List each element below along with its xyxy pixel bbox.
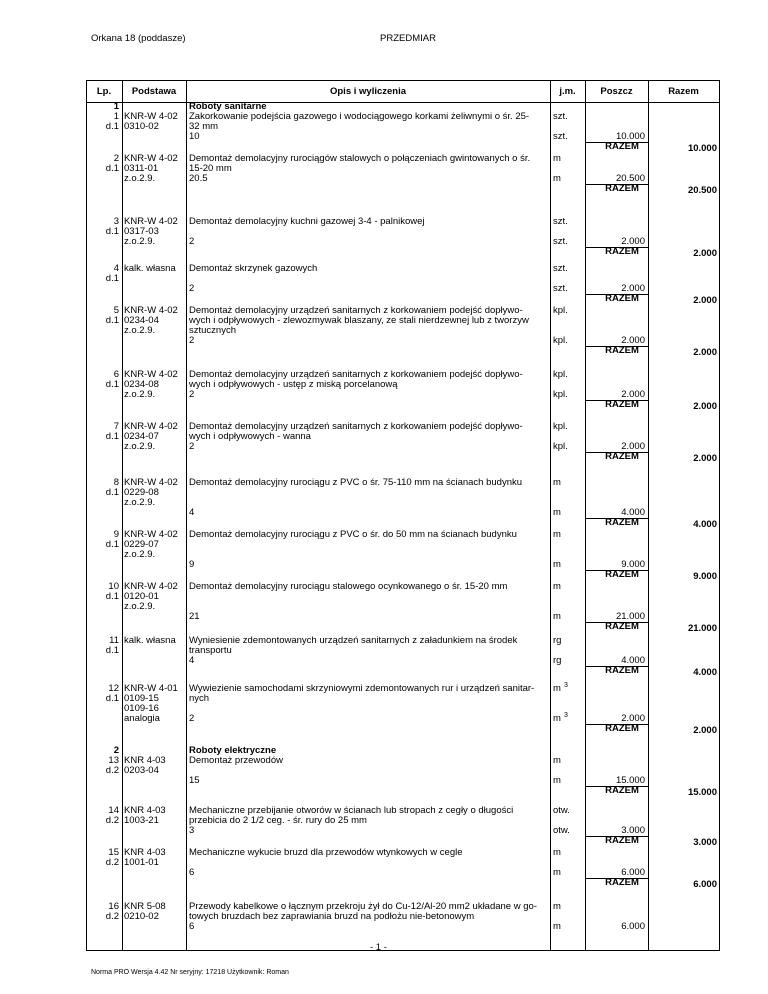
- item-unit: m: [553, 901, 561, 912]
- item-unit: m: [553, 713, 561, 724]
- col-header-poszcz: Poszcz: [600, 86, 633, 97]
- item-total: 21.000: [687, 623, 717, 634]
- item-description: wych i odpływowych - ustęp z miską porcelanową: [189, 379, 398, 390]
- item-unit: kpl.: [553, 369, 568, 380]
- item-unit: szt.: [553, 216, 568, 227]
- section-1-number: 1: [113, 101, 119, 112]
- item-total: 2.000: [693, 725, 717, 736]
- item-total: 2.000: [693, 401, 717, 412]
- item-basis: 0234-07: [124, 431, 159, 442]
- item-total: 2.000: [693, 295, 717, 306]
- item-description: wych i odpływowych - zlewozmywak blaszany, ze stali nierdzewnej lub z tworzyw: [189, 315, 529, 326]
- item-division: d.1: [105, 591, 119, 602]
- item-unit: szt.: [553, 283, 568, 294]
- item-unit: m: [553, 559, 561, 570]
- item-basis: 0210-02: [124, 911, 159, 922]
- item-unit: kpl.: [553, 421, 568, 432]
- page-number: - 1 -: [370, 942, 387, 953]
- item-total: 2.000: [693, 347, 717, 358]
- item-calculation: 4: [189, 655, 195, 666]
- item-lp: 3: [113, 216, 119, 227]
- item-lp: 5: [113, 305, 119, 316]
- item-unit: m: [553, 611, 561, 622]
- item-razem-label: RAZEM: [605, 785, 639, 796]
- item-basis: analogia: [124, 713, 160, 724]
- item-unit: m: [553, 775, 561, 786]
- item-basis: z.o.2.9.: [124, 389, 156, 400]
- item-unit: m: [553, 507, 561, 518]
- item-total: 2.000: [693, 453, 717, 464]
- item-subtotal: 2.000: [621, 335, 645, 346]
- section-2-title: Roboty elektryczne: [189, 745, 277, 756]
- item-description: Mechaniczne wykucie bruzd dla przewodów wtynkowych w cegle: [189, 847, 463, 858]
- item-calculation: 21: [189, 611, 200, 622]
- item-basis: 0109-15: [124, 693, 159, 704]
- item-description: Demontaż przewodów: [189, 755, 283, 766]
- item-total: 4.000: [693, 667, 717, 678]
- item-razem-label: RAZEM: [605, 621, 639, 632]
- item-basis: 0317-03: [124, 226, 159, 237]
- item-razem-label: RAZEM: [605, 723, 639, 734]
- item-basis: 0234-08: [124, 379, 159, 390]
- item-lp: 1: [113, 111, 119, 122]
- item-description: 32 mm: [189, 121, 219, 132]
- item-calculation: 4: [189, 507, 195, 518]
- item-unit: kpl.: [553, 335, 568, 346]
- item-subtotal: 2.000: [621, 389, 645, 400]
- item-unit: szt.: [553, 236, 568, 247]
- item-unit: rg: [553, 655, 562, 666]
- col-header-podstawa: Podstawa: [131, 86, 177, 97]
- item-basis: z.o.2.9.: [124, 601, 156, 612]
- item-lp: 16: [108, 901, 119, 912]
- item-unit: m: [553, 755, 561, 766]
- item-razem-label: RAZEM: [605, 665, 639, 676]
- item-total: 4.000: [693, 519, 717, 530]
- col-header-opis: Opis i wyliczenia: [329, 86, 407, 97]
- item-description: Demontaż demolacyjny rurociągów stalowych o połączeniach gwintowanych o śr.: [189, 153, 531, 164]
- item-basis: kalk. własna: [124, 635, 176, 646]
- item-basis: KNR 4-03: [124, 805, 166, 816]
- item-subtotal: 3.000: [621, 825, 645, 836]
- item-subtotal: 9.000: [621, 559, 645, 570]
- section-2-number: 2: [113, 745, 119, 756]
- item-description: Wywiezienie samochodami skrzyniowymi zdemontowanych rur i urządzeń sanitar-: [189, 683, 535, 694]
- item-unit: m: [553, 153, 561, 164]
- item-unit: szt.: [553, 131, 568, 142]
- item-unit: m: [553, 529, 561, 540]
- item-unit: otw.: [553, 825, 570, 836]
- item-description: Demontaż demolacyjny rurociągu z PVC o śr. 75-110 mm na ścianach budynku: [189, 477, 523, 488]
- item-basis: z.o.2.9.: [124, 441, 156, 452]
- item-razem-label: RAZEM: [605, 183, 639, 194]
- item-division: d.2: [105, 857, 119, 868]
- item-basis: 1003-21: [124, 815, 159, 826]
- item-calculation: 2: [189, 236, 195, 247]
- item-division: d.1: [105, 487, 119, 498]
- item-division: d.1: [105, 121, 119, 132]
- item-description: nych: [189, 693, 210, 704]
- col-header-lp: Lp.: [96, 86, 112, 97]
- item-basis: 0310-02: [124, 121, 159, 132]
- item-razem-label: RAZEM: [605, 451, 639, 462]
- item-lp: 8: [113, 477, 119, 488]
- item-lp: 14: [108, 805, 119, 816]
- item-subtotal: 6.000: [621, 867, 645, 878]
- item-description: Demontaż demolacyjny rurociągu z PVC o śr. do 50 mm na ścianach budynku: [189, 529, 517, 540]
- item-division: d.1: [105, 431, 119, 442]
- item-calculation: 10: [189, 131, 200, 142]
- item-basis: z.o.2.9.: [124, 549, 156, 560]
- item-description: towych bruzdach bez zaprawiania bruzd na podłożu nie-betonowym: [189, 911, 475, 922]
- item-calculation: 2: [189, 335, 195, 346]
- item-lp: 15: [108, 847, 119, 858]
- item-subtotal: 20.500: [615, 173, 645, 184]
- item-basis: KNR-W 4-02: [124, 216, 178, 227]
- item-lp: 2: [113, 153, 119, 164]
- item-calculation: 2: [189, 441, 195, 452]
- item-basis: 0109-16: [124, 703, 159, 714]
- item-basis: KNR-W 4-02: [124, 421, 178, 432]
- item-razem-label: RAZEM: [605, 569, 639, 580]
- item-basis: KNR-W 4-02: [124, 477, 178, 488]
- item-subtotal: 2.000: [621, 283, 645, 294]
- item-calculation: 3: [189, 825, 195, 836]
- item-description: Demontaż demolacyjny urządzeń sanitarnych z korkowaniem podejść dopływo-: [189, 305, 523, 316]
- item-total: 20.500: [687, 185, 717, 196]
- item-basis: KNR-W 4-02: [124, 305, 178, 316]
- item-basis: 0234-04: [124, 315, 159, 326]
- item-razem-label: RAZEM: [605, 517, 639, 528]
- item-unit: kpl.: [553, 441, 568, 452]
- item-division: d.2: [105, 911, 119, 922]
- item-subtotal: 15.000: [615, 775, 645, 786]
- item-description: Przewody kabelkowe o łącznym przekroju żył do Cu-12/Al-20 mm2 układane w go-: [189, 901, 537, 912]
- item-razem-label: RAZEM: [605, 345, 639, 356]
- item-unit: m: [553, 847, 561, 858]
- item-calculation: 9: [189, 559, 195, 570]
- item-calculation: 2: [189, 389, 195, 400]
- item-subtotal: 4.000: [621, 655, 645, 666]
- item-basis: KNR-W 4-01: [124, 683, 178, 694]
- item-calculation: 2: [189, 713, 195, 724]
- item-lp: 11: [109, 635, 119, 646]
- item-lp: 6: [113, 369, 119, 380]
- item-description: Mechaniczne przebijanie otworów w ścianach lub stropach z cegły o długości: [189, 805, 514, 816]
- item-basis: KNR-W 4-02: [124, 111, 178, 122]
- item-division: d.1: [105, 315, 119, 326]
- item-description: sztucznych: [189, 325, 236, 336]
- item-division: d.2: [105, 815, 119, 826]
- item-subtotal: 10.000: [615, 131, 645, 142]
- item-total: 9.000: [693, 571, 717, 582]
- item-subtotal: 2.000: [621, 441, 645, 452]
- item-unit: m: [553, 173, 561, 184]
- item-description: Demontaż skrzynek gazowych: [189, 263, 318, 274]
- item-basis: KNR-W 4-02: [124, 153, 178, 164]
- footer-info: Norma PRO Wersja 4.42 Nr seryjny: 17218 Użytkownik: Roman: [91, 969, 289, 976]
- item-unit: szt.: [553, 263, 568, 274]
- item-description: wych i odpływowych - wanna: [189, 431, 311, 442]
- item-description: Wyniesienie zdemontowanych urządzeń sanitarnych z załadunkiem na środek: [189, 635, 518, 646]
- item-basis: 1001-01: [124, 857, 159, 868]
- item-basis: KNR 4-03: [124, 755, 166, 766]
- item-basis: z.o.2.9.: [124, 236, 156, 247]
- section-1-title: Roboty sanitarne: [189, 101, 267, 112]
- item-description: transportu: [189, 645, 232, 656]
- item-razem-label: RAZEM: [605, 399, 639, 410]
- item-basis: KNR-W 4-02: [124, 529, 178, 540]
- item-subtotal: 6.000: [621, 921, 645, 932]
- item-division: d.1: [105, 273, 119, 284]
- item-calculation: 2: [189, 283, 195, 294]
- item-calculation: 6: [189, 921, 195, 932]
- item-division: d.1: [105, 693, 119, 704]
- item-basis: 0229-07: [124, 539, 159, 550]
- item-calculation: 15: [189, 775, 200, 786]
- item-subtotal: 2.000: [621, 236, 645, 247]
- col-header-razem: Razem: [668, 86, 699, 97]
- item-unit: m: [553, 477, 561, 488]
- item-lp: 12: [108, 683, 119, 694]
- item-basis: KNR 5-08: [124, 901, 166, 912]
- item-lp: 10: [108, 581, 119, 592]
- item-unit: szt.: [553, 111, 568, 122]
- item-lp: 9: [113, 529, 119, 540]
- header-left: Orkana 18 (poddasze): [91, 33, 186, 44]
- item-description: przebicia do 2 1/2 ceg. - śr. rury do 25 mm: [189, 815, 367, 826]
- item-razem-label: RAZEM: [605, 835, 639, 846]
- item-basis: 0120-01: [124, 591, 159, 602]
- item-unit: otw.: [553, 805, 570, 816]
- item-division: d.2: [105, 765, 119, 776]
- item-basis: 0229-08: [124, 487, 159, 498]
- item-basis: z.o.2.9.: [124, 325, 156, 336]
- item-total: 15.000: [687, 787, 717, 798]
- item-lp: 4: [113, 263, 119, 274]
- item-division: d.1: [105, 645, 119, 656]
- item-basis: 0311-01: [124, 163, 159, 174]
- item-basis: KNR 4-03: [124, 847, 166, 858]
- item-basis: z.o.2.9.: [124, 173, 156, 184]
- przedmiar-table: Lp. Podstawa Opis i wyliczenia j.m. Poszcz Razem 1 Roboty sanitarne 2 Roboty elektryczne 1 d.1 KNR-W 4-02 0310-02 Zakorkowanie podejścia gazowego i wodociągowego korkami żeliwnymi o śr. 25- 32 mm 10 szt. szt. 10.000 RAZEM 10.000 2 d.1 KNR-W 4-02 0311-01 z.o.2.9. Demontaż demolacyjny rurociągów stalowych o połączeniach gwintowanych o śr. 15-20 mm 20.5 m m 20.500 RAZEM 20.500 3 d.1 KNR-W 4-02 0317-03 z.o.2.9. Demontaż demolacyjny kuchni gazowej 3-4 - palnikowej 2 szt. szt. 2.000 RAZEM 2.000 4 d.1 kalk. własna Demontaż skrzynek gazowych 2 szt. szt. 2.000 RAZEM 2.000 5 d.1 KNR-W 4-02 0234-04 z.o.2.9. Demontaż demolacyjny urządzeń sanitarnych z korkowaniem podejść dopływo- wych i odpływowych - zlewozmywak blaszany, ze stali nierdzewnej lub z tworzyw sztucznych 2 kpl. kpl. 2.000 RAZEM 2.000 6 d.1 KNR-W 4-02 0234-08 z.o.2.9. Demontaż demolacyjny urządzeń sanitarnych z korkowaniem podejść dopływo- wych i odpływowych - ustęp z miską porcelanową 2 kpl. kpl. 2.000 RAZEM 2.000 7 d.1 KNR-W 4-02 0234-07 z.o.2.9. Demontaż demolacyjny urządzeń sanitarnych z korkowaniem podejść dopływo- wych i odpływowych - wanna 2 kpl. kpl. 2.000 RAZEM 2.000 8 d.1 KNR-W 4-02 0229-08 z.o.2.9. Demontaż demolacyjny rurociągu z PVC o śr. 75-110 mm na ścianach budynku 4 m m 4.000 RAZEM 4.000 9 d.1 KNR-W 4-02 0229-07 z.o.2.9. Demontaż demolacyjny rurociągu z PVC o śr. do 50 mm na ścianach budynku 9 m m 9.000 RAZEM 9.000 10 d.1 KNR-W 4-02 0120-01 z.o.2.9. Demontaż demolacyjny rurociągu stalowego ocynkowanego o śr. 15-20 mm 21 m m 21.000 RAZEM 21.000 11 d.1 kalk. własna Wyniesienie zdemontowanych urządzeń sanitarnych z załadunkiem na środek transportu 4 rg rg 4.000 RAZEM 4.000 12 d.1 KNR-W 4-01 0109-15 0109-16 analogia Wywiezienie samochodami skrzyniowymi zdemontowanych rur i urządzeń sanitar- nych 2 m 3 m 3 2.000 RAZEM 2.000 13 d.2 KNR 4-03 0203-04 Demontaż przewodów 15 m m 15.000 RAZEM 15.000 14 d.2 KNR 4-03 1003-21 Mechaniczne przebijanie otworów w ścianach lub stropach z cegły o długości przebicia do 2 1/2 ceg. - śr. rury do 25 mm 3 otw. otw. 3.000 RAZEM 3.000 15 d.2 KNR 4-03 1001-01 Mechaniczne wykucie bruzd dla przewodów wtynkowych w cegle 6 m m 6.000 RAZEM 6.000 16 d.2 KNR 5-08 0210-02 Przewody kabelkowe o łącznym przekroju żył do Cu-12/Al-20 mm2 układane w go- towych bruzdach bez zaprawiania bruzd na podłożu nie-betonowym 6 m m 6.000: [86, 80, 720, 950]
- item-basis: kalk. własna: [124, 263, 176, 274]
- item-unit: m: [553, 921, 561, 932]
- item-description: Demontaż demolacyjny kuchni gazowej 3-4 - palnikowej: [189, 216, 425, 227]
- item-division: d.1: [105, 539, 119, 550]
- item-unit: m: [553, 581, 561, 592]
- item-razem-label: RAZEM: [605, 293, 639, 304]
- item-unit: m: [553, 683, 561, 694]
- item-description: 15-20 mm: [189, 163, 232, 174]
- item-total: 2.000: [693, 248, 717, 259]
- item-description: Demontaż demolacyjny urządzeń sanitarnych z korkowaniem podejść dopływo-: [189, 369, 523, 380]
- item-description: Zakorkowanie podejścia gazowego i wodociągowego korkami żeliwnymi o śr. 25-: [189, 111, 530, 122]
- item-unit: m: [553, 867, 561, 878]
- item-unit: kpl.: [553, 389, 568, 400]
- item-division: d.1: [105, 379, 119, 390]
- item-total: 3.000: [693, 837, 717, 848]
- item-unit: kpl.: [553, 305, 568, 316]
- item-razem-label: RAZEM: [605, 246, 639, 257]
- item-division: d.1: [105, 226, 119, 237]
- item-subtotal: 2.000: [621, 713, 645, 724]
- item-total: 6.000: [693, 879, 717, 890]
- item-total: 10.000: [687, 143, 717, 154]
- item-lp: 13: [108, 755, 119, 766]
- header-center: PRZEDMIAR: [380, 33, 436, 44]
- item-unit: rg: [553, 635, 562, 646]
- item-division: d.1: [105, 163, 119, 174]
- item-calculation: 20.5: [189, 173, 208, 184]
- item-razem-label: RAZEM: [605, 877, 639, 888]
- item-description: Demontaż demolacyjny rurociągu stalowego ocynkowanego o śr. 15-20 mm: [189, 581, 508, 592]
- item-razem-label: RAZEM: [605, 141, 639, 152]
- item-subtotal: 21.000: [615, 611, 645, 622]
- item-basis: z.o.2.9.: [124, 497, 156, 508]
- item-description: Demontaż demolacyjny urządzeń sanitarnych z korkowaniem podejść dopływo-: [189, 421, 523, 432]
- item-basis: KNR-W 4-02: [124, 369, 178, 380]
- item-calculation: 6: [189, 867, 195, 878]
- item-lp: 7: [113, 421, 119, 432]
- item-basis: KNR-W 4-02: [124, 581, 178, 592]
- item-subtotal: 4.000: [621, 507, 645, 518]
- item-basis: 0203-04: [124, 765, 159, 776]
- col-header-jm: j.m.: [559, 86, 576, 97]
